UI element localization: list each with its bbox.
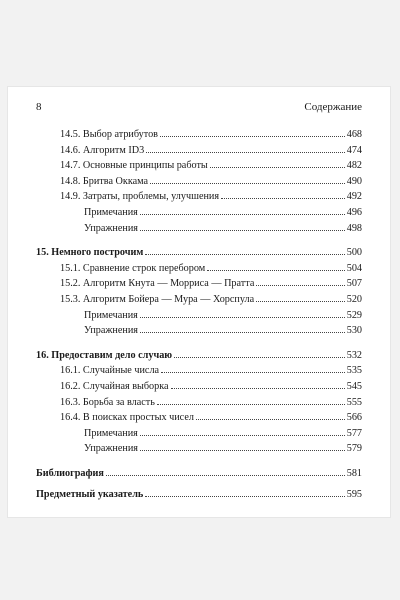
toc-entry-page: 498 [346, 222, 362, 234]
toc-entry-page: 490 [346, 175, 362, 187]
dot-leader [106, 475, 345, 476]
toc-entry-title: Упражнения [84, 325, 138, 337]
dot-leader [161, 372, 345, 373]
toc-subsection-entry [36, 205, 362, 221]
toc-chapter-entry [36, 245, 362, 261]
toc-entry-page: 468 [346, 129, 362, 140]
toc-entry-title: Примечания [84, 427, 138, 439]
toc-entry-page: 532 [346, 349, 362, 361]
toc-section-entry [36, 276, 362, 292]
page-header [36, 101, 362, 113]
toc-entry-page: 504 [346, 262, 362, 274]
toc-entry-title: 14.8. Бритва Оккама [60, 175, 149, 187]
toc-entry-page: 530 [346, 325, 362, 337]
toc-subsection-entry [36, 441, 362, 457]
toc-spacer [36, 236, 362, 245]
toc-entry-title: 14.9. Затраты, проблемы, улучшения [60, 191, 220, 203]
toc-entry-page: 579 [346, 443, 362, 455]
toc-entry-title: 16.1. Случайные числа [60, 365, 160, 377]
toc-entry-title: Библиография [36, 467, 104, 479]
toc-section-entry [36, 379, 362, 395]
toc-section-entry [36, 363, 362, 379]
running-title: Содержание [304, 101, 362, 113]
dot-leader [221, 198, 345, 199]
dot-leader [196, 419, 345, 420]
dot-leader [256, 285, 344, 286]
dot-leader [140, 450, 345, 451]
toc-entry-title: 15.1. Сравнение строк перебором [60, 262, 206, 274]
toc-entry-title: 16.2. Случайная выборка [60, 380, 169, 392]
dot-leader [145, 254, 344, 255]
toc-entry-page: 482 [346, 160, 362, 172]
toc-entry-page: 577 [346, 427, 362, 439]
table-of-contents [36, 127, 362, 503]
dot-leader [140, 317, 345, 318]
toc-section-entry [36, 261, 362, 277]
toc-section-entry [36, 158, 362, 174]
toc-section-entry [36, 292, 362, 308]
dot-leader [210, 167, 345, 168]
toc-entry-title: 14.6. Алгоритм ID3 [60, 144, 145, 156]
toc-subsection-entry [36, 426, 362, 442]
dot-leader [174, 357, 345, 358]
toc-entry-title: 16.4. В поисках простых чисел [60, 412, 194, 424]
toc-entry-title: Примечания [84, 309, 138, 321]
dot-leader [160, 136, 345, 137]
dot-leader [140, 230, 345, 231]
toc-entry-page: 492 [346, 191, 362, 203]
toc-entry-title: Упражнения [84, 222, 138, 234]
toc-subsection-entry [36, 308, 362, 324]
dot-leader [140, 332, 345, 333]
toc-chapter-entry [36, 466, 362, 482]
toc-subsection-entry [36, 323, 362, 339]
dot-leader [145, 496, 344, 497]
toc-section-entry [36, 189, 362, 205]
toc-chapter-entry [36, 487, 362, 503]
toc-entry-title: 15. Немного построчим [36, 247, 144, 259]
toc-entry-page: 507 [346, 278, 362, 290]
toc-spacer [36, 457, 362, 466]
dot-leader [256, 301, 345, 302]
toc-entry-page: 496 [346, 206, 362, 218]
toc-entry-page: 566 [346, 412, 362, 424]
toc-entry-title: 15.3. Алгоритм Бойера — Мура — Хорспула [60, 293, 255, 305]
toc-entry-page: 500 [346, 247, 362, 259]
toc-subsection-entry [36, 221, 362, 237]
toc-entry-page: 555 [346, 396, 362, 408]
toc-entry-title: Упражнения [84, 443, 138, 455]
toc-entry-page: 474 [346, 144, 362, 156]
toc-entry-title: 14.5. Выбор атрибутов [60, 129, 158, 140]
toc-entry-page: 545 [346, 380, 362, 392]
toc-chapter-entry [36, 348, 362, 364]
toc-entry-title: Примечания [84, 206, 138, 218]
toc-section-entry [36, 174, 362, 190]
dot-leader [157, 404, 345, 405]
toc-entry-title: 16. Предоставим дело случаю [36, 349, 173, 361]
dot-leader [146, 152, 345, 153]
toc-entry-title: Предметный указатель [36, 489, 144, 501]
dot-leader [140, 214, 345, 215]
toc-entry-title: 14.7. Основные принципы работы [60, 160, 208, 172]
toc-entry-page: 581 [346, 467, 362, 479]
dot-leader [140, 435, 345, 436]
toc-entry-page: 595 [346, 489, 362, 501]
toc-spacer [36, 339, 362, 348]
toc-entry-title: 16.3. Борьба за власть [60, 396, 155, 408]
toc-section-entry [36, 143, 362, 159]
book-page [8, 87, 390, 517]
toc-section-entry [36, 127, 362, 143]
page-number: 8 [36, 101, 42, 113]
toc-entry-page: 529 [346, 309, 362, 321]
toc-entry-page: 535 [346, 365, 362, 377]
dot-leader [150, 183, 345, 184]
dot-leader [171, 388, 345, 389]
toc-entry-page: 520 [346, 293, 362, 305]
toc-section-entry [36, 410, 362, 426]
toc-section-entry [36, 395, 362, 411]
dot-leader [207, 270, 345, 271]
toc-entry-title: 15.2. Алгоритм Кнута — Морриса — Пратта [60, 278, 255, 290]
